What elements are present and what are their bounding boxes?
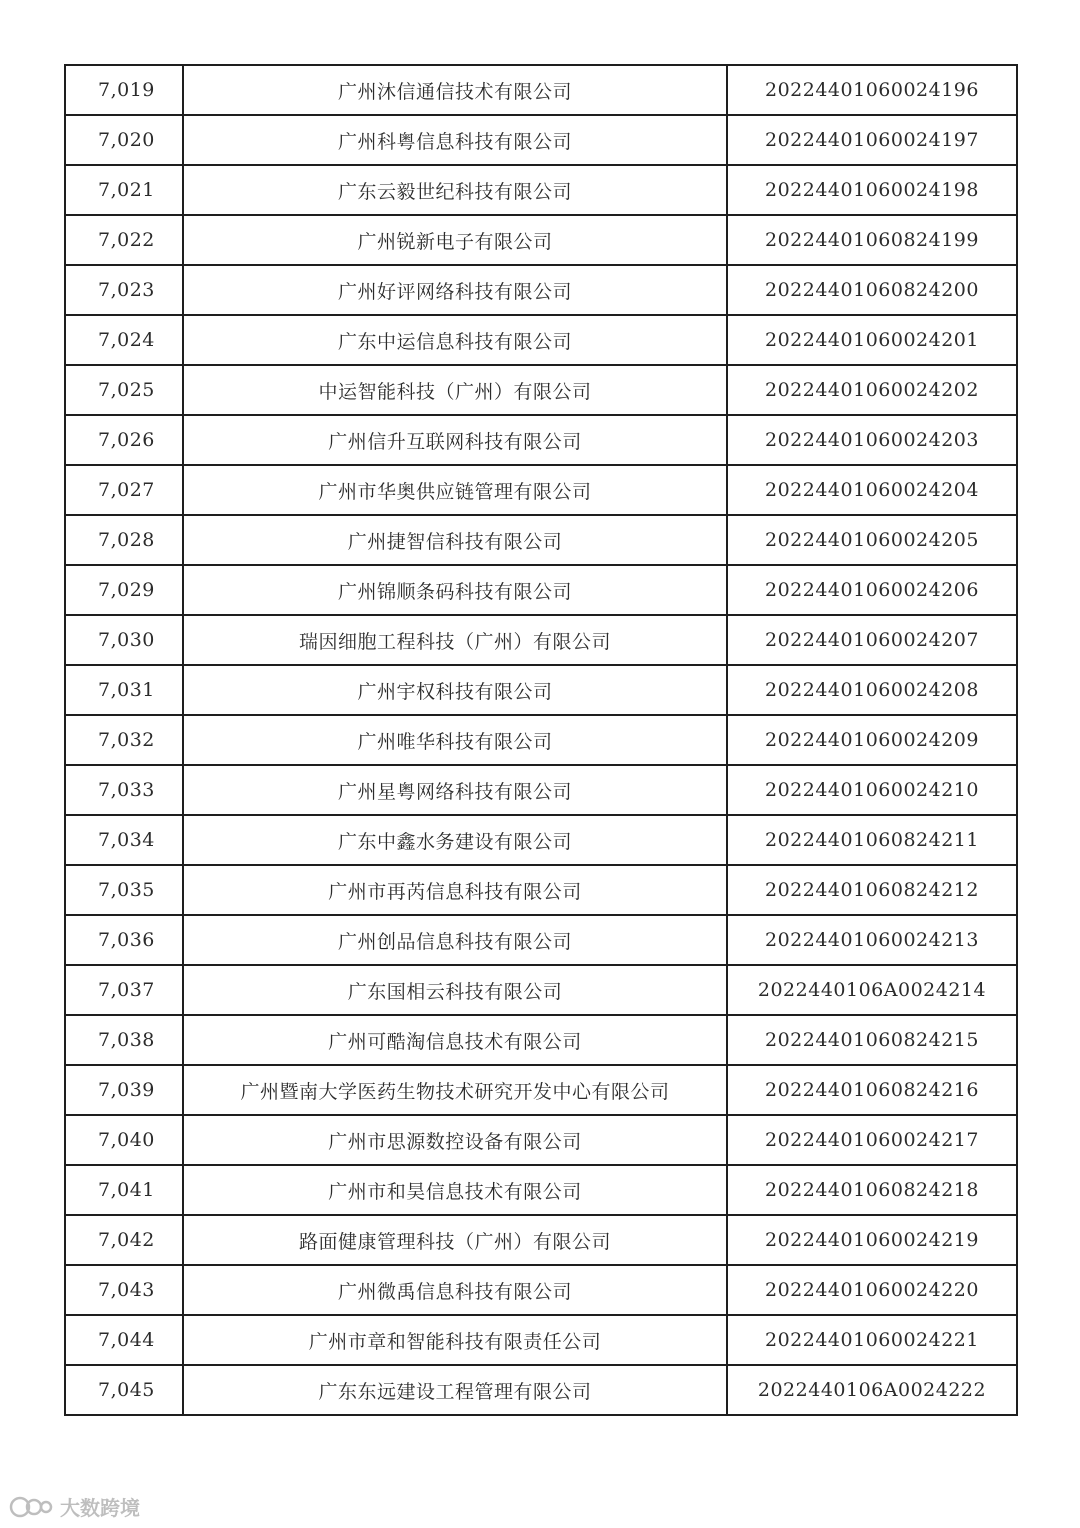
table-row — [65, 715, 1017, 765]
registration-code: 20224401060024210 — [727, 765, 1017, 815]
registration-code: 20224401060024201 — [727, 315, 1017, 365]
registration-code: 20224401060824199 — [727, 215, 1017, 265]
registration-code: 20224401060024220 — [727, 1265, 1017, 1315]
row-number: 7,021 — [65, 165, 183, 215]
company-name: 广东中运信息科技有限公司 — [183, 315, 727, 365]
table-row — [65, 915, 1017, 965]
row-number: 7,025 — [65, 365, 183, 415]
table-row — [65, 1065, 1017, 1115]
row-number: 7,033 — [65, 765, 183, 815]
row-number: 7,028 — [65, 515, 183, 565]
registration-code: 20224401060824200 — [727, 265, 1017, 315]
company-name: 广州微禹信息科技有限公司 — [183, 1265, 727, 1315]
table-row — [65, 765, 1017, 815]
row-number: 7,043 — [65, 1265, 183, 1315]
registration-code: 20224401060824211 — [727, 815, 1017, 865]
row-number: 7,042 — [65, 1215, 183, 1265]
row-number: 7,034 — [65, 815, 183, 865]
registration-code: 20224401060024219 — [727, 1215, 1017, 1265]
row-number: 7,031 — [65, 665, 183, 715]
registration-code: 20224401060024204 — [727, 465, 1017, 515]
registration-code: 20224401060024217 — [727, 1115, 1017, 1165]
row-number: 7,036 — [65, 915, 183, 965]
registration-code: 2022440106A0024214 — [727, 965, 1017, 1015]
company-name: 广州唯华科技有限公司 — [183, 715, 727, 765]
table-row — [65, 65, 1017, 115]
registration-code: 20224401060824212 — [727, 865, 1017, 915]
company-name: 广州捷智信科技有限公司 — [183, 515, 727, 565]
table-row — [65, 1215, 1017, 1265]
registration-code: 20224401060024207 — [727, 615, 1017, 665]
registration-code: 20224401060024205 — [727, 515, 1017, 565]
watermark — [8, 1492, 140, 1521]
table-row — [65, 165, 1017, 215]
company-name: 广州锐新电子有限公司 — [183, 215, 727, 265]
registration-code: 20224401060024209 — [727, 715, 1017, 765]
row-number: 7,030 — [65, 615, 183, 665]
table-row — [65, 465, 1017, 515]
table-row — [65, 1165, 1017, 1215]
company-name: 广州市再芮信息科技有限公司 — [183, 865, 727, 915]
row-number: 7,029 — [65, 565, 183, 615]
row-number: 7,024 — [65, 315, 183, 365]
registration-code: 20224401060024221 — [727, 1315, 1017, 1365]
company-name: 广州创品信息科技有限公司 — [183, 915, 727, 965]
row-number: 7,027 — [65, 465, 183, 515]
company-name: 广州市章和智能科技有限责任公司 — [183, 1315, 727, 1365]
company-name: 广州信升互联网科技有限公司 — [183, 415, 727, 465]
company-name: 中运智能科技（广州）有限公司 — [183, 365, 727, 415]
watermark-text: 大数跨境 — [60, 1496, 140, 1520]
registration-code: 20224401060024198 — [727, 165, 1017, 215]
company-name: 广州市华奥供应链管理有限公司 — [183, 465, 727, 515]
table-row — [65, 865, 1017, 915]
registration-code: 20224401060824215 — [727, 1015, 1017, 1065]
row-number: 7,022 — [65, 215, 183, 265]
table-row — [65, 265, 1017, 315]
table-row — [65, 615, 1017, 665]
table-row — [65, 1365, 1017, 1415]
company-name: 广州沐信通信技术有限公司 — [183, 65, 727, 115]
company-name: 广州锦顺条码科技有限公司 — [183, 565, 727, 615]
company-name: 广东东远建设工程管理有限公司 — [183, 1365, 727, 1415]
company-name: 广东云毅世纪科技有限公司 — [183, 165, 727, 215]
company-name: 广州暨南大学医药生物技术研究开发中心有限公司 — [183, 1065, 727, 1115]
company-name: 广州好评网络科技有限公司 — [183, 265, 727, 315]
company-name: 广州市思源数控设备有限公司 — [183, 1115, 727, 1165]
table-row — [65, 365, 1017, 415]
row-number: 7,044 — [65, 1315, 183, 1365]
row-number: 7,023 — [65, 265, 183, 315]
table-row — [65, 315, 1017, 365]
company-name: 广州星粤网络科技有限公司 — [183, 765, 727, 815]
brand-logo-icon — [8, 1495, 54, 1519]
company-name: 广州科粤信息科技有限公司 — [183, 115, 727, 165]
company-name: 广州市和昊信息技术有限公司 — [183, 1165, 727, 1215]
table-row — [65, 665, 1017, 715]
table-row — [65, 515, 1017, 565]
row-number: 7,039 — [65, 1065, 183, 1115]
table-row — [65, 815, 1017, 865]
row-number: 7,032 — [65, 715, 183, 765]
table-row — [65, 1015, 1017, 1065]
company-name: 路面健康管理科技（广州）有限公司 — [183, 1215, 727, 1265]
registration-code: 20224401060024202 — [727, 365, 1017, 415]
row-number: 7,038 — [65, 1015, 183, 1065]
row-number: 7,045 — [65, 1365, 183, 1415]
registration-code: 20224401060824218 — [727, 1165, 1017, 1215]
registration-code: 20224401060824216 — [727, 1065, 1017, 1115]
company-name: 广州宇权科技有限公司 — [183, 665, 727, 715]
row-number: 7,035 — [65, 865, 183, 915]
table-body — [65, 65, 1017, 1415]
table-row — [65, 215, 1017, 265]
table-row — [65, 115, 1017, 165]
company-list-table — [64, 64, 1018, 1416]
table-row — [65, 965, 1017, 1015]
company-name: 广东国相云科技有限公司 — [183, 965, 727, 1015]
row-number: 7,020 — [65, 115, 183, 165]
registration-code: 20224401060024208 — [727, 665, 1017, 715]
registration-code: 20224401060024203 — [727, 415, 1017, 465]
row-number: 7,040 — [65, 1115, 183, 1165]
registration-code: 20224401060024206 — [727, 565, 1017, 615]
row-number: 7,041 — [65, 1165, 183, 1215]
row-number: 7,037 — [65, 965, 183, 1015]
table-row — [65, 1265, 1017, 1315]
table-row — [65, 565, 1017, 615]
row-number: 7,019 — [65, 65, 183, 115]
registration-code: 20224401060024196 — [727, 65, 1017, 115]
company-name: 广东中鑫水务建设有限公司 — [183, 815, 727, 865]
registration-code: 2022440106A0024222 — [727, 1365, 1017, 1415]
company-name: 广州可酷淘信息技术有限公司 — [183, 1015, 727, 1065]
registration-code: 20224401060024197 — [727, 115, 1017, 165]
table-row — [65, 1115, 1017, 1165]
company-name: 瑞因细胞工程科技（广州）有限公司 — [183, 615, 727, 665]
table-row — [65, 415, 1017, 465]
row-number: 7,026 — [65, 415, 183, 465]
table-row — [65, 1315, 1017, 1365]
registration-code: 20224401060024213 — [727, 915, 1017, 965]
